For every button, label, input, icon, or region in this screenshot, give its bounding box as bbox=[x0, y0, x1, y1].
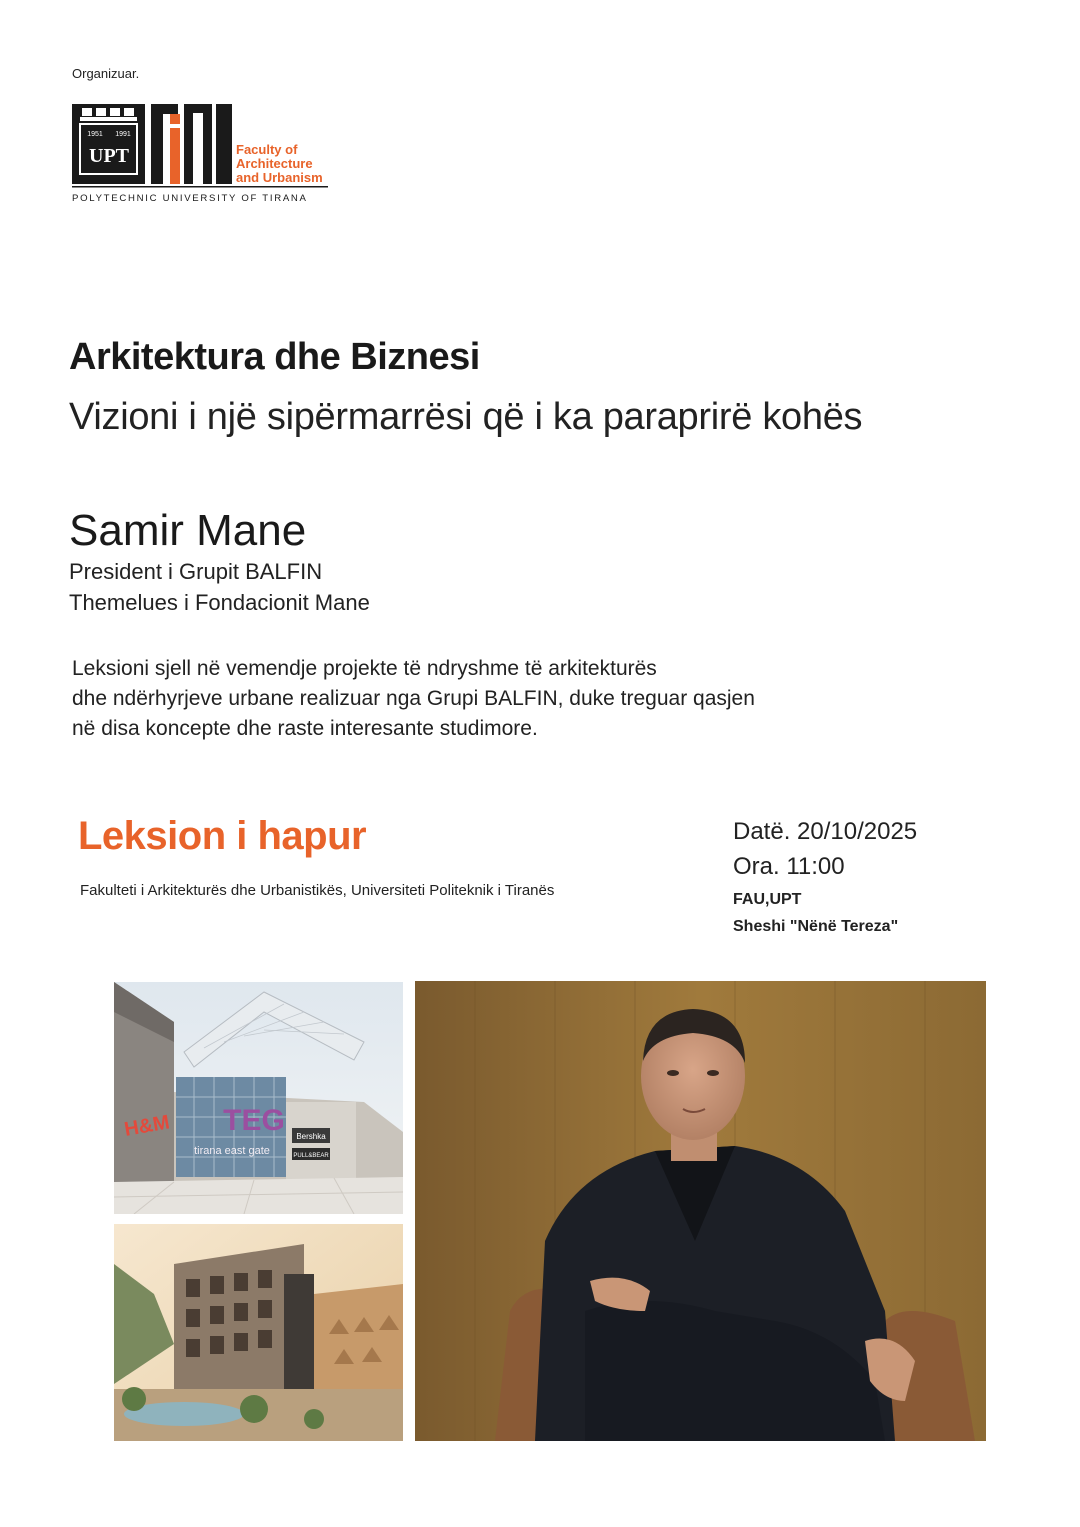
mall-photo bbox=[114, 982, 403, 1214]
mall-sign-teg: TEG bbox=[223, 1104, 285, 1137]
mall-sign-bershka: Bershka bbox=[296, 1132, 326, 1141]
speaker-role-1: President i Grupit BALFIN bbox=[69, 559, 323, 584]
speaker-portrait bbox=[415, 981, 986, 1441]
open-lecture-label: Leksion i hapur bbox=[78, 814, 367, 858]
event-time: Ora. 11:00 bbox=[733, 853, 845, 880]
faculty-line-3: and Urbanism bbox=[236, 170, 323, 185]
description-line-3: në disa koncepte dhe raste interesante studimore. bbox=[72, 717, 538, 740]
faculty-logo bbox=[72, 104, 332, 204]
upt-year-left: 1951 bbox=[87, 131, 103, 138]
speaker-role-2: Themelues i Fondacionit Mane bbox=[69, 590, 370, 615]
event-venue: FAU,UPT bbox=[733, 891, 802, 908]
lecture-title: Arkitektura dhe Biznesi bbox=[69, 336, 480, 378]
fau-monogram bbox=[151, 104, 232, 184]
event-date: Datë. 20/10/2025 bbox=[733, 818, 918, 845]
mall-sign-hm: H&M bbox=[122, 1111, 172, 1141]
faculty-line-1: Faculty of bbox=[236, 142, 298, 157]
upt-fau-logo-graphic bbox=[72, 104, 332, 204]
upt-year-right: 1991 bbox=[115, 131, 131, 138]
lecture-subtitle: Vizioni i një sipërmarrësi që i ka paraprirë kohës bbox=[69, 396, 863, 438]
lecture-description bbox=[72, 654, 852, 744]
university-name: POLYTECHNIC UNIVERSITY OF TIRANA bbox=[72, 193, 308, 204]
mall-sign-east-gate: tirana east gate bbox=[194, 1145, 270, 1157]
mall-sign-pullbear: PULL&BEAR bbox=[293, 1153, 329, 1159]
organizer-label: Organizuar. bbox=[72, 66, 140, 81]
speaker-name: Samir Mane bbox=[69, 506, 307, 555]
institution-name: Fakulteti i Arkitekturës dhe Urbanistikës, Universiteti Politeknik i Tiranës bbox=[80, 882, 555, 899]
event-address: Sheshi "Nënë Tereza" bbox=[733, 918, 899, 935]
faculty-line-2: Architecture bbox=[236, 156, 313, 171]
description-line-1: Leksioni sjell në vemendje projekte të ndryshme të arkitekturës bbox=[72, 657, 657, 680]
upt-crest-text: UPT bbox=[89, 145, 129, 167]
description-line-2: dhe ndërhyrjeve urbane realizuar nga Grupi BALFIN, duke treguar qasjen bbox=[72, 687, 755, 710]
logo-divider bbox=[72, 186, 328, 188]
hotel-photo bbox=[114, 1224, 403, 1441]
